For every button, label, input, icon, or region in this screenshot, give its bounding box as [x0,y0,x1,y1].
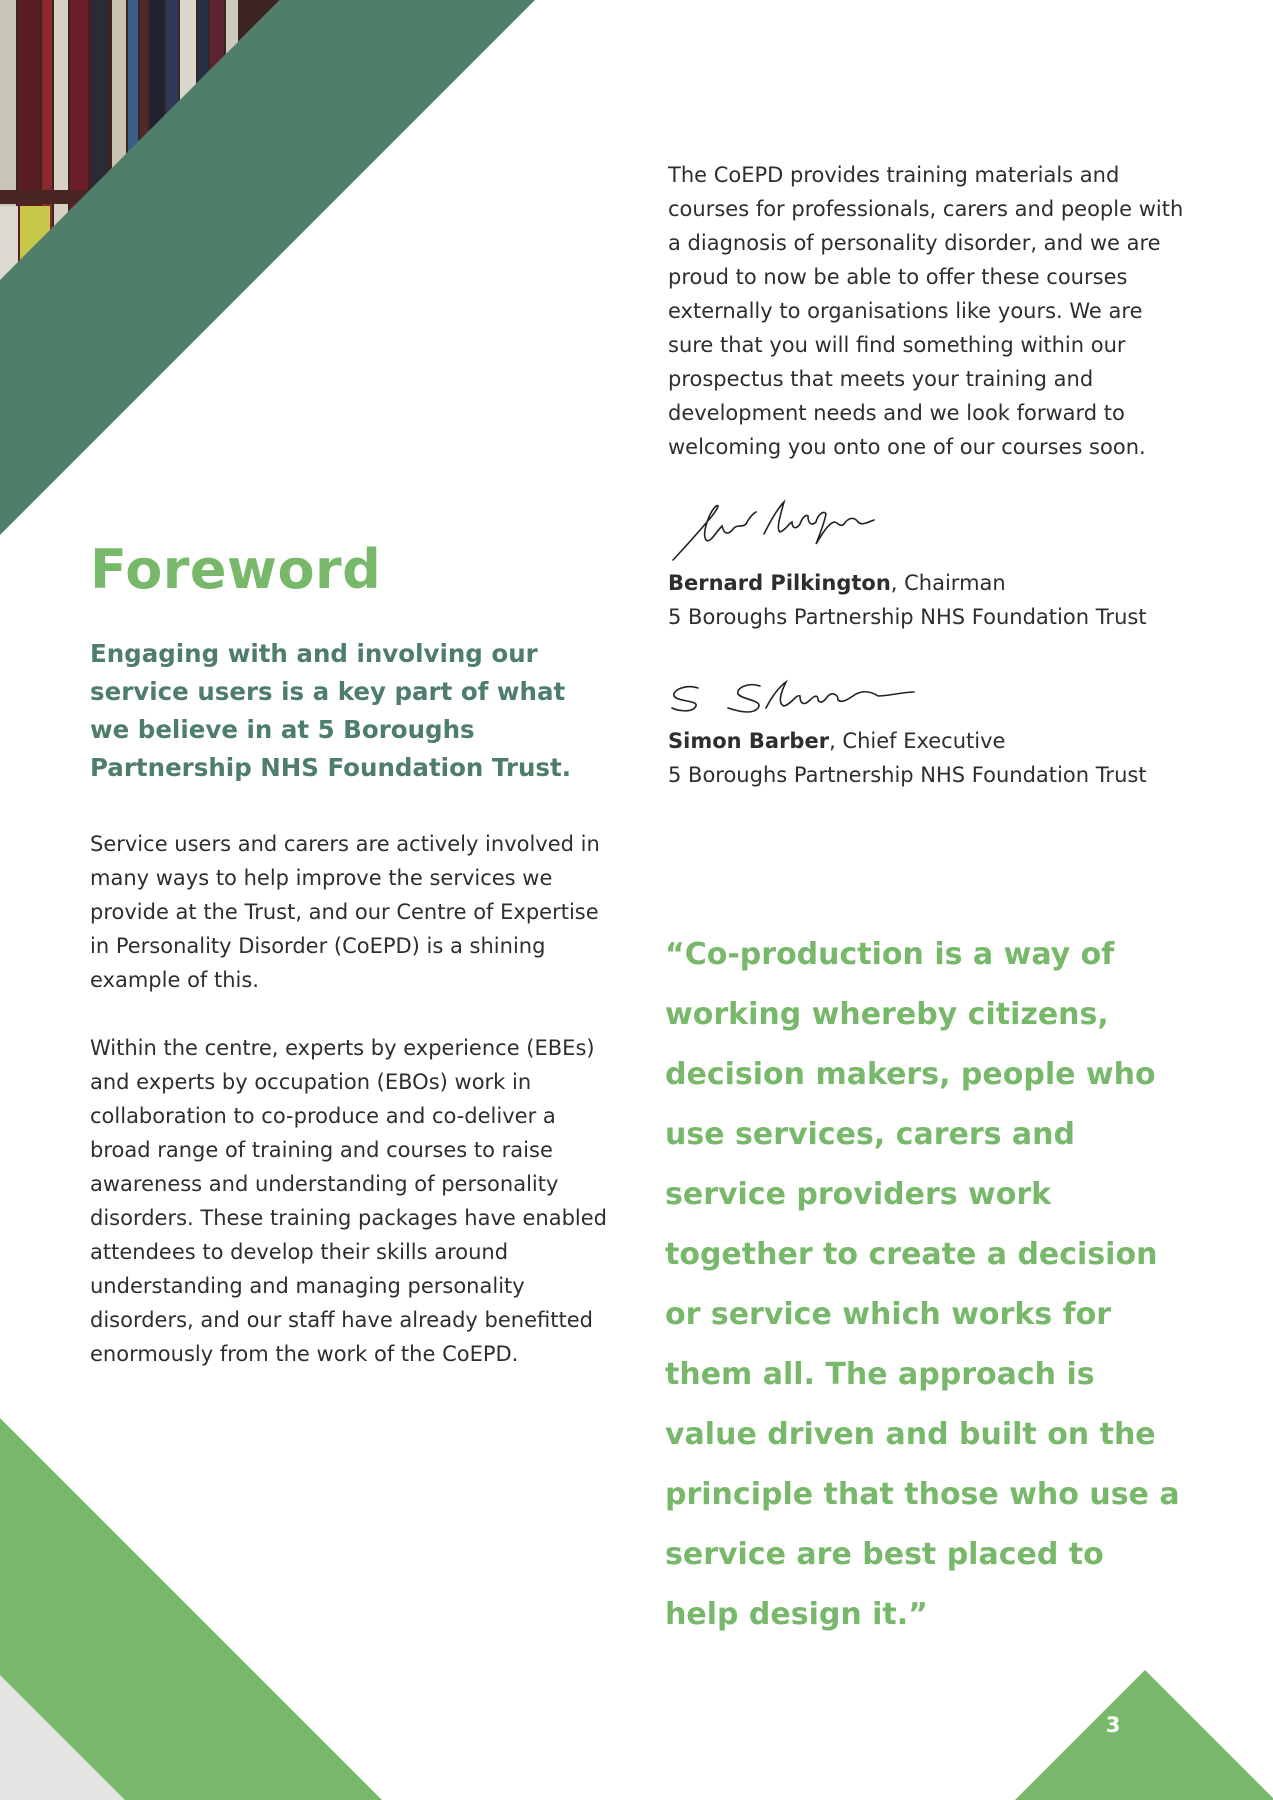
body-paragraph-2: Within the centre, experts by experience (EBEs) and experts by occupation (EBOs) work in collaboration to co-produce and co-deliver a broad range of training and courses to raise awareness and understanding of personality disorders. These training packages have enabled attendees to develop their skills around understanding and managing personality disorders, and our staff have already benefitted enormously from the work of the CoEPD. [90,1036,608,1366]
signatory-barber [668,674,1188,792]
signatory-org: 5 Boroughs Partnership NHS Foundation Trust [668,763,1147,787]
intro-paragraph: The CoEPD provides training materials and courses for professionals, carers and people with a diagnosis of personality disorder, and we are proud to now be able to offer these courses externally to organisations like yours. We are sure that you will find something within our prospectus that meets your training and development needs and we look forward to welcoming you onto one of our courses soon. [668,163,1184,459]
signatory-line [668,724,1188,758]
body-paragraph-1: Service users and carers are actively involved in many ways to help improve the services we provide at the Trust, and our Centre of Expertise in Personality Disorder (CoEPD) is a shining example of this. [90,832,600,992]
pull-quote: “Co-production is a way of working whereby citizens, decision makers, people who use services, carers and service providers work together to create a decision or service which works for them all. The approach is value driven and built on the principle that those who use a service are best placed to help design it.” [665,937,1180,1632]
signature-barber [668,674,918,724]
signatory-pilkington [668,494,1188,634]
lead-paragraph: Engaging with and involving our service users is a key part of what we believe in at 5 Boroughs Partnership NHS Foundation Trust. [90,639,572,782]
signatory-line [668,566,1188,600]
page-title: Foreword [90,538,382,601]
signatory-role: , Chairman [890,571,1006,595]
signature-pilkington [668,494,888,566]
page-number: 3 [1105,1713,1121,1737]
foreword-column [90,538,610,1405]
intro-column [668,158,1188,792]
signatory-org: 5 Boroughs Partnership NHS Foundation Trust [668,605,1147,629]
signatory-role: , Chief Executive [829,729,1006,753]
signatory-name: Simon Barber [668,729,830,753]
signatory-name: Bernard Pilkington [668,571,891,595]
